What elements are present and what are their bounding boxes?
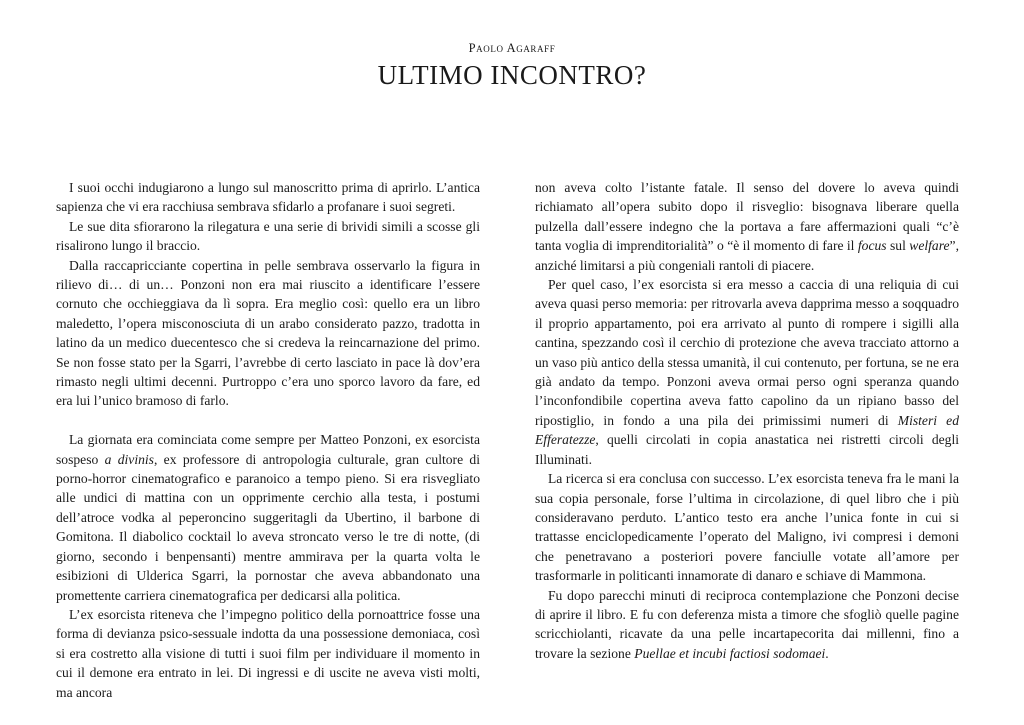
paragraph xyxy=(56,430,480,605)
paragraph-text: Fu dopo parecchi minuti di reciproca contemplazione che Ponzoni decise di aprire il libro. E fu con deferenza mista a timore che sfogliò quelle pagine scricchiolanti, ricavate da una pelle incartapecorita dai millenni, fino a trovare la sezione xyxy=(535,587,959,661)
italic-phrase: Misteri ed Efferatezze xyxy=(535,412,959,448)
paragraph-text: sul xyxy=(886,238,910,254)
italic-phrase: focus xyxy=(857,238,887,254)
italic-phrase: welfare xyxy=(909,238,950,254)
page-header xyxy=(0,40,1024,91)
paragraph: L’ex esorcista riteneva che l’impegno politico della pornoattrice fosse una forma di devianza psico-sessuale indotta da una possessione demoniaca, così si era costretto alla visione di tutti i suoi film per individuare il momento in cui il demone era entrato in lei. Di ingressi e di uscite ne aveva visti molti, ma ancora xyxy=(56,606,480,700)
paragraph-text: non aveva colto l’istante fatale. Il senso del dovere lo aveva quindi richiamato all’opera subito dopo il risveglio: bisognava liberare quella pulzella dall’essere indegno che la portava a fare affermazioni quali “c’è tanta voglia di imprenditorialità” o “è il momento di fare il xyxy=(535,180,959,254)
italic-phrase: Puellae et incubi factiosi sodomaei xyxy=(634,645,826,661)
paragraph-text: La giornata era cominciata come sempre per Matteo Ponzoni, ex esorcista sospeso xyxy=(56,432,480,467)
right-text-column xyxy=(535,178,959,663)
paragraph xyxy=(535,178,959,275)
page-title: ULTIMO INCONTRO? xyxy=(377,60,647,90)
paragraph-text: , ex professore di antropologia culturale, gran cultore di porno-horror cinematografico e paranoico a tempo pieno. Si era risvegliato alle undici di mattina con un opprimente cerchio alla testa, i postumi dell’atroce vodka al peperoncino suggeritagli da Ubertino, il barbone di Gomitona. Il diabolico cocktail lo aveva stroncato verso le tre di notte, (di giorno, secondo i benpensanti) mentre ammirava per la quarta volta le esibizioni di Ulderica Sgarri, la pornostar che aveva abbandonato una promettente carriera cinematografica per dedicarsi alla politica. xyxy=(56,451,480,603)
paragraph: Le sue dita sfiorarono la rilegatura e una serie di brividi simili a scosse gli risalirono lungo il braccio. xyxy=(56,218,480,254)
paragraph: Dalla raccapricciante copertina in pelle sembrava osservarlo la figura in rilievo di… di un… Ponzoni non era mai riuscito a identificare l’essere cornuto che occhieggiava da lì sopra. Era meglio così: quello era un libro maledetto, l’opera misconosciuta di un arabo considerato pazzo, tradotta in latino da un medico duecentesco che si credeva la reincarnazione del primo. Se non fosse stato per la Sgarri, l’avrebbe di certo lasciato in pace là dov’era rimasto negli ultimi decenni. Purtroppo c’era uno sporco lavoro da fare, ed era lui l’unico bramoso di farlo. xyxy=(56,257,480,409)
paragraph-text: . xyxy=(825,645,829,661)
paragraph: La ricerca si era conclusa con successo. L’ex esorcista teneva fra le mani la sua copia personale, forse l’ultima in circolazione, di quel libro che i più consideravano perduto. L’antico testo era anche l’unica fonte in cui si trattasse enciclopedicamente l’operato del Maligno, ivi compresi i demoni che penetravano a posteriori povere fanciulle votate all’amore per trasformarle in politicanti innamorate di danaro e schiave di Mammona. xyxy=(535,471,959,584)
author-name: Paolo Agaraff xyxy=(468,41,556,55)
left-text-column xyxy=(56,178,480,702)
paragraph: I suoi occhi indugiarono a lungo sul manoscritto prima di aprirlo. L’antica sapienza che vi era racchiusa sembrava sfidarlo a profanare i suoi segreti. xyxy=(56,180,480,215)
paragraph-text: Per quel caso, l’ex esorcista si era messo a caccia di una reliquia di cui aveva quasi perso memoria: per ritrovarla aveva dapprima messo a soqquadro il proprio appartamento, poi era arrivato al punto di rompere i sigilli alla cantina, spezzando così il cerchio di protezione che aveva tracciato attorno a un vaso più antico della stessa umanità, il cui contenuto, per fortuna, se ne era già andato da tempo. Ponzoni aveva ormai perso ogni speranza quando l’inconfondibile copertina aveva fatto capolino da un ripiano basso del ripostiglio, in fondo a una pila dei primissimi numeri di xyxy=(535,277,959,428)
paragraph xyxy=(535,586,959,664)
paragraph xyxy=(535,275,959,469)
italic-phrase: a divinis xyxy=(104,451,154,467)
paragraph-text: ”, anziché limitarsi a più congeniali rantoli di piacere. xyxy=(535,238,959,273)
paragraph-text: , quelli circolati in copia anastatica nei ristretti circoli degli Illuminati. xyxy=(535,432,959,467)
